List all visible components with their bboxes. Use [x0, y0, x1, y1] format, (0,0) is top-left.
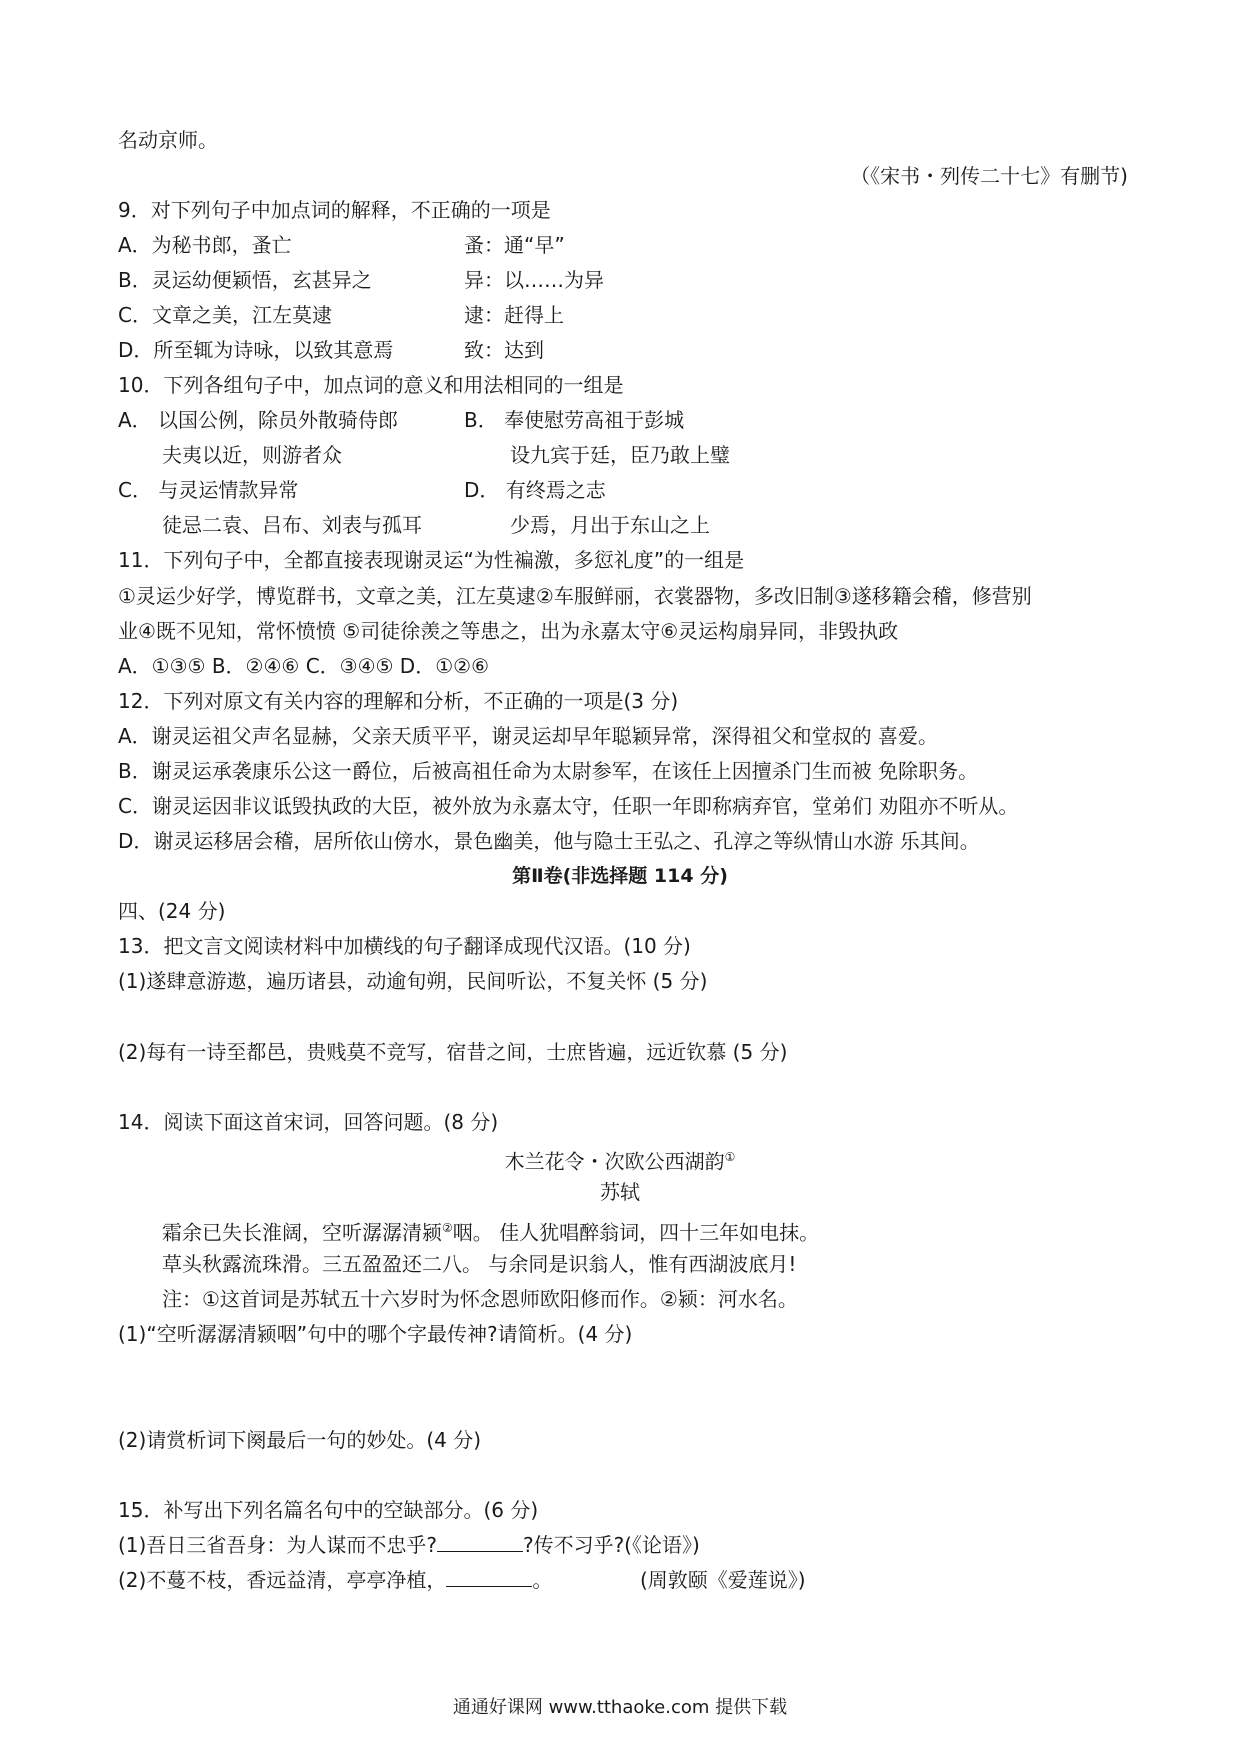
q15-item-1	[118, 1533, 700, 1557]
q11-stem: 11．下列句子中，全都直接表现谢灵运“为性褊激，多愆礼度”的一组是	[118, 548, 745, 572]
page-footer[interactable]: 通通好课网 www.tthaoke.com 提供下载	[452, 1697, 788, 1718]
q15-blank-1[interactable]	[437, 1533, 523, 1552]
passage-tail: 名动京师。	[118, 128, 218, 152]
q12-option-d: D．谢灵运移居会稽，居所依山傍水，景色幽美，他与隐士王弘之、孔淳之等纵情山水游 乐其间。	[118, 829, 980, 853]
q9-stem: 9．对下列句子中加点词的解释，不正确的一项是	[118, 198, 551, 222]
poem-title-note-mark: ①	[724, 1150, 736, 1164]
section-four: 四、(24 分)	[118, 899, 226, 923]
q12-option-b: B．谢灵运承袭康乐公这一爵位，后被高祖任命为太尉参军，在该任上因擅杀门生而被 免除职务。	[118, 759, 979, 783]
poem-title-text: 木兰花令・次欧公西湖韵	[504, 1149, 725, 1174]
poem-note: 注：①这首词是苏轼五十六岁时为怀念恩师欧阳修而作。②颍：河水名。	[162, 1287, 798, 1311]
q9-option-d: D．所至辄为诗咏，以致其意焉	[118, 338, 394, 362]
q15-item-2-source: (周敦颐《爱莲说》)	[640, 1568, 806, 1592]
poem-line-1	[162, 1216, 819, 1245]
passage-source: （《宋书・列传二十七》有删节)	[850, 164, 1128, 188]
q9-option-b: B．灵运幼便颖悟，玄甚异之	[118, 268, 372, 292]
q12-stem: 12．下列对原文有关内容的理解和分析，不正确的一项是(3 分)	[118, 689, 679, 713]
q15-item-2-b: 。	[532, 1568, 553, 1592]
q14-stem: 14．阅读下面这首宋词，回答问题。(8 分)	[118, 1110, 499, 1134]
poem-title	[0, 1145, 1240, 1174]
q12-option-a: A．谢灵运祖父声名显赫，父亲天质平平，谢灵运却早年聪颖异常，深得祖父和堂叔的 喜爱。	[118, 724, 939, 748]
poem-line-1b: 咽。 佳人犹唱醉翁词，四十三年如电抹。	[452, 1220, 820, 1245]
q15-blank-2[interactable]	[446, 1568, 532, 1587]
q10-c-line2: 徒忌二袁、吕布、刘表与孤耳	[162, 513, 422, 537]
q10-b-line2: 设九宾于廷，臣乃敢上璧	[510, 443, 730, 467]
q10-d-line2: 少焉，月出于东山之上	[510, 513, 710, 537]
q9-option-a: A．为秘书郎，蚤亡	[118, 233, 292, 257]
q15-item-1-b: ?传不习乎?(《论语》)	[522, 1533, 700, 1557]
q9-option-c: C．文章之美，江左莫逮	[118, 303, 332, 327]
q10-b-line1: B． 奉使慰劳高祖于彭城	[464, 408, 685, 432]
q10-stem: 10．下列各组句子中，加点词的意义和用法相同的一组是	[118, 373, 624, 397]
q10-a-line2: 夫夷以近，则游者众	[162, 443, 342, 467]
q15-stem: 15．补写出下列名篇名句中的空缺部分。(6 分)	[118, 1498, 539, 1522]
q11-choices: A．①③⑤ B．②④⑥ C．③④⑤ D．①②⑥	[118, 654, 489, 678]
q14-sub-2: (2)请赏析词下阕最后一句的妙处。(4 分)	[118, 1428, 482, 1452]
q10-d-line1: D． 有终焉之志	[464, 478, 606, 502]
q13-stem: 13．把文言文阅读材料中加横线的句子翻译成现代汉语。(10 分)	[118, 934, 691, 958]
q11-statements-line2: 业④既不见知，常怀愤愤 ⑤司徒徐羡之等患之，出为永嘉太守⑥灵运构扇异同，非毁执政	[118, 619, 899, 643]
q14-sub-1: (1)“空听潺潺清颍咽”句中的哪个字最传神?请简析。(4 分)	[118, 1322, 633, 1346]
part2-heading: 第Ⅱ卷(非选择题 114 分)	[512, 865, 728, 887]
q9-option-b-gloss: 异：以……为异	[464, 268, 604, 292]
q9-option-a-gloss: 蚤：通“早”	[464, 233, 565, 257]
q15-item-2-a: (2)不蔓不枝，香远益清，亭亭净植，	[118, 1568, 447, 1592]
q11-statements-line1: ①灵运少好学，博览群书，文章之美，江左莫逮②车服鲜丽，衣裳器物，多改旧制③遂移籍会稽，修营别	[118, 584, 1032, 608]
q10-c-line1: C． 与灵运情款异常	[118, 478, 299, 502]
q15-item-2	[118, 1568, 552, 1592]
poem-line-1a: 霜余已失长淮阔，空听潺潺清颍	[162, 1220, 442, 1245]
q10-a-line1: A． 以国公例，除员外散骑侍郎	[118, 408, 399, 432]
q13-sentence-1: (1)遂肆意游遨，遍历诸县，动逾旬朔，民间听讼，不复关怀 (5 分)	[118, 969, 708, 993]
poem-line-2: 草头秋露流珠滑。三五盈盈还二八。 与余同是识翁人，惟有西湖波底月!	[162, 1252, 797, 1276]
poem-note-mark-2: ②	[442, 1221, 453, 1235]
poem-author: 苏轼	[600, 1180, 640, 1204]
q9-option-c-gloss: 逮：赶得上	[464, 303, 564, 327]
q9-option-d-gloss: 致：达到	[464, 338, 544, 362]
q15-item-1-a: (1)吾日三省吾身：为人谋而不忠乎?	[118, 1533, 437, 1557]
q13-sentence-2: (2)每有一诗至都邑，贵贱莫不竞写，宿昔之间，士庶皆遍，远近钦慕 (5 分)	[118, 1040, 788, 1064]
q12-option-c: C．谢灵运因非议诋毁执政的大臣，被外放为永嘉太守，任职一年即称病弃官，堂弟们 劝阻亦不听从。	[118, 794, 1019, 818]
